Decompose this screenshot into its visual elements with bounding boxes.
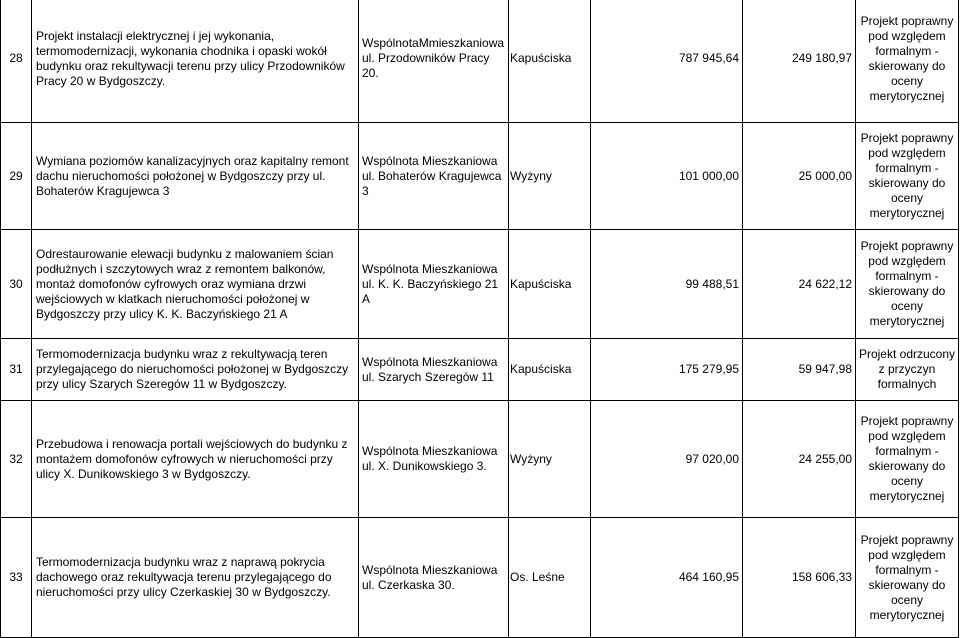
applicant: Wspólnota Mieszkaniowa ul. X. Dunikowskiego 3. <box>359 401 509 518</box>
district: Kapuściska <box>509 339 591 401</box>
district: Kapuściska <box>509 0 591 123</box>
row-number: 31 <box>1 339 32 401</box>
row-number: 29 <box>1 123 32 230</box>
district: Os. Leśne <box>509 518 591 638</box>
project-cost: 97 020,00 <box>591 401 743 518</box>
status-text: Projekt poprawny pod względem formalnym - skierowany do oceny merytorycznej <box>856 0 959 123</box>
table-row <box>1 230 959 339</box>
row-number: 32 <box>1 401 32 518</box>
district: Wyżyny <box>509 123 591 230</box>
applicant: Wspólnota Mieszkaniowa ul. Bohaterów Kragujewca 3 <box>359 123 509 230</box>
project-description: Przebudowa i renowacja portali wejściowych do budynku z montażem domofonów cyfrowych w nieruchomości przy ulicy X. Dunikowskiego 3 w Bydgoszczy. <box>32 401 359 518</box>
grant-amount: 24 622,12 <box>743 230 856 339</box>
applicant: Wspólnota Mieszkaniowa ul. K. K. Baczyńskiego 21 A <box>359 230 509 339</box>
applicant: Wspólnota Mieszkaniowa ul. Czerkaska 30. <box>359 518 509 638</box>
grant-amount: 59 947,98 <box>743 339 856 401</box>
grant-amount: 25 000,00 <box>743 123 856 230</box>
district: Kapuściska <box>509 230 591 339</box>
project-description: Termomodernizacja budynku wraz z naprawą pokrycia dachowego oraz rekultywacja terenu przylegającego do nieruchomości przy ulicy Czerkaskiej 30 w Bydgoszczy. <box>32 518 359 638</box>
grant-amount: 158 606,33 <box>743 518 856 638</box>
row-number: 30 <box>1 230 32 339</box>
status-text: Projekt poprawny pod względem formalnym - skierowany do oceny merytorycznej <box>856 518 959 638</box>
table-row <box>1 123 959 230</box>
table-row <box>1 518 959 638</box>
applicant: WspólnotaMmieszkaniowa ul. Przodowników Pracy 20. <box>359 0 509 123</box>
project-description: Termomodernizacja budynku wraz z rekultywacją teren przylegającego do nieruchomości położonej w Bydgoszczy przy ulicy Szarych Szeregów 11 w Bydgoszczy. <box>32 339 359 401</box>
project-description: Odrestaurowanie elewacji budynku z malowaniem ścian podłużnych i szczytowych wraz z remontem balkonów, montaż domofonów cyfrowych oraz wymiana drzwi wejściowych w klatkach nieruchomości położonej w Bydgoszczy przy ulicy K. K. Baczyńskiego 21 A <box>32 230 359 339</box>
applicant: Wspólnota Mieszkaniowa ul. Szarych Szeregów 11 <box>359 339 509 401</box>
status-text: Projekt odrzucony z przyczyn formalnych <box>856 339 959 401</box>
table-row <box>1 0 959 123</box>
project-cost: 787 945,64 <box>591 0 743 123</box>
project-cost: 175 279,95 <box>591 339 743 401</box>
project-cost: 464 160,95 <box>591 518 743 638</box>
project-cost: 99 488,51 <box>591 230 743 339</box>
status-text: Projekt poprawny pod względem formalnym - skierowany do oceny merytorycznej <box>856 230 959 339</box>
status-text: Projekt poprawny pod względem formalnym - skierowany do oceny merytorycznej <box>856 123 959 230</box>
grant-amount: 24 255,00 <box>743 401 856 518</box>
project-description: Wymiana poziomów kanalizacyjnych oraz kapitalny remont dachu nieruchomości położonej w Bydgoszczy przy ul. Bohaterów Kragujewca 3 <box>32 123 359 230</box>
status-text: Projekt poprawny pod względem formalnym - skierowany do oceny merytorycznej <box>856 401 959 518</box>
project-description: Projekt instalacji elektrycznej i jej wykonania, termomodernizacji, wykonania chodnika i opaski wokół budynku oraz rekultywacji terenu przy ulicy Przodowników Pracy 20 w Bydgoszczy. <box>32 0 359 123</box>
row-number: 33 <box>1 518 32 638</box>
grant-amount: 249 180,97 <box>743 0 856 123</box>
table-row <box>1 339 959 401</box>
row-number: 28 <box>1 0 32 123</box>
district: Wyżyny <box>509 401 591 518</box>
project-cost: 101 000,00 <box>591 123 743 230</box>
table-row <box>1 401 959 518</box>
